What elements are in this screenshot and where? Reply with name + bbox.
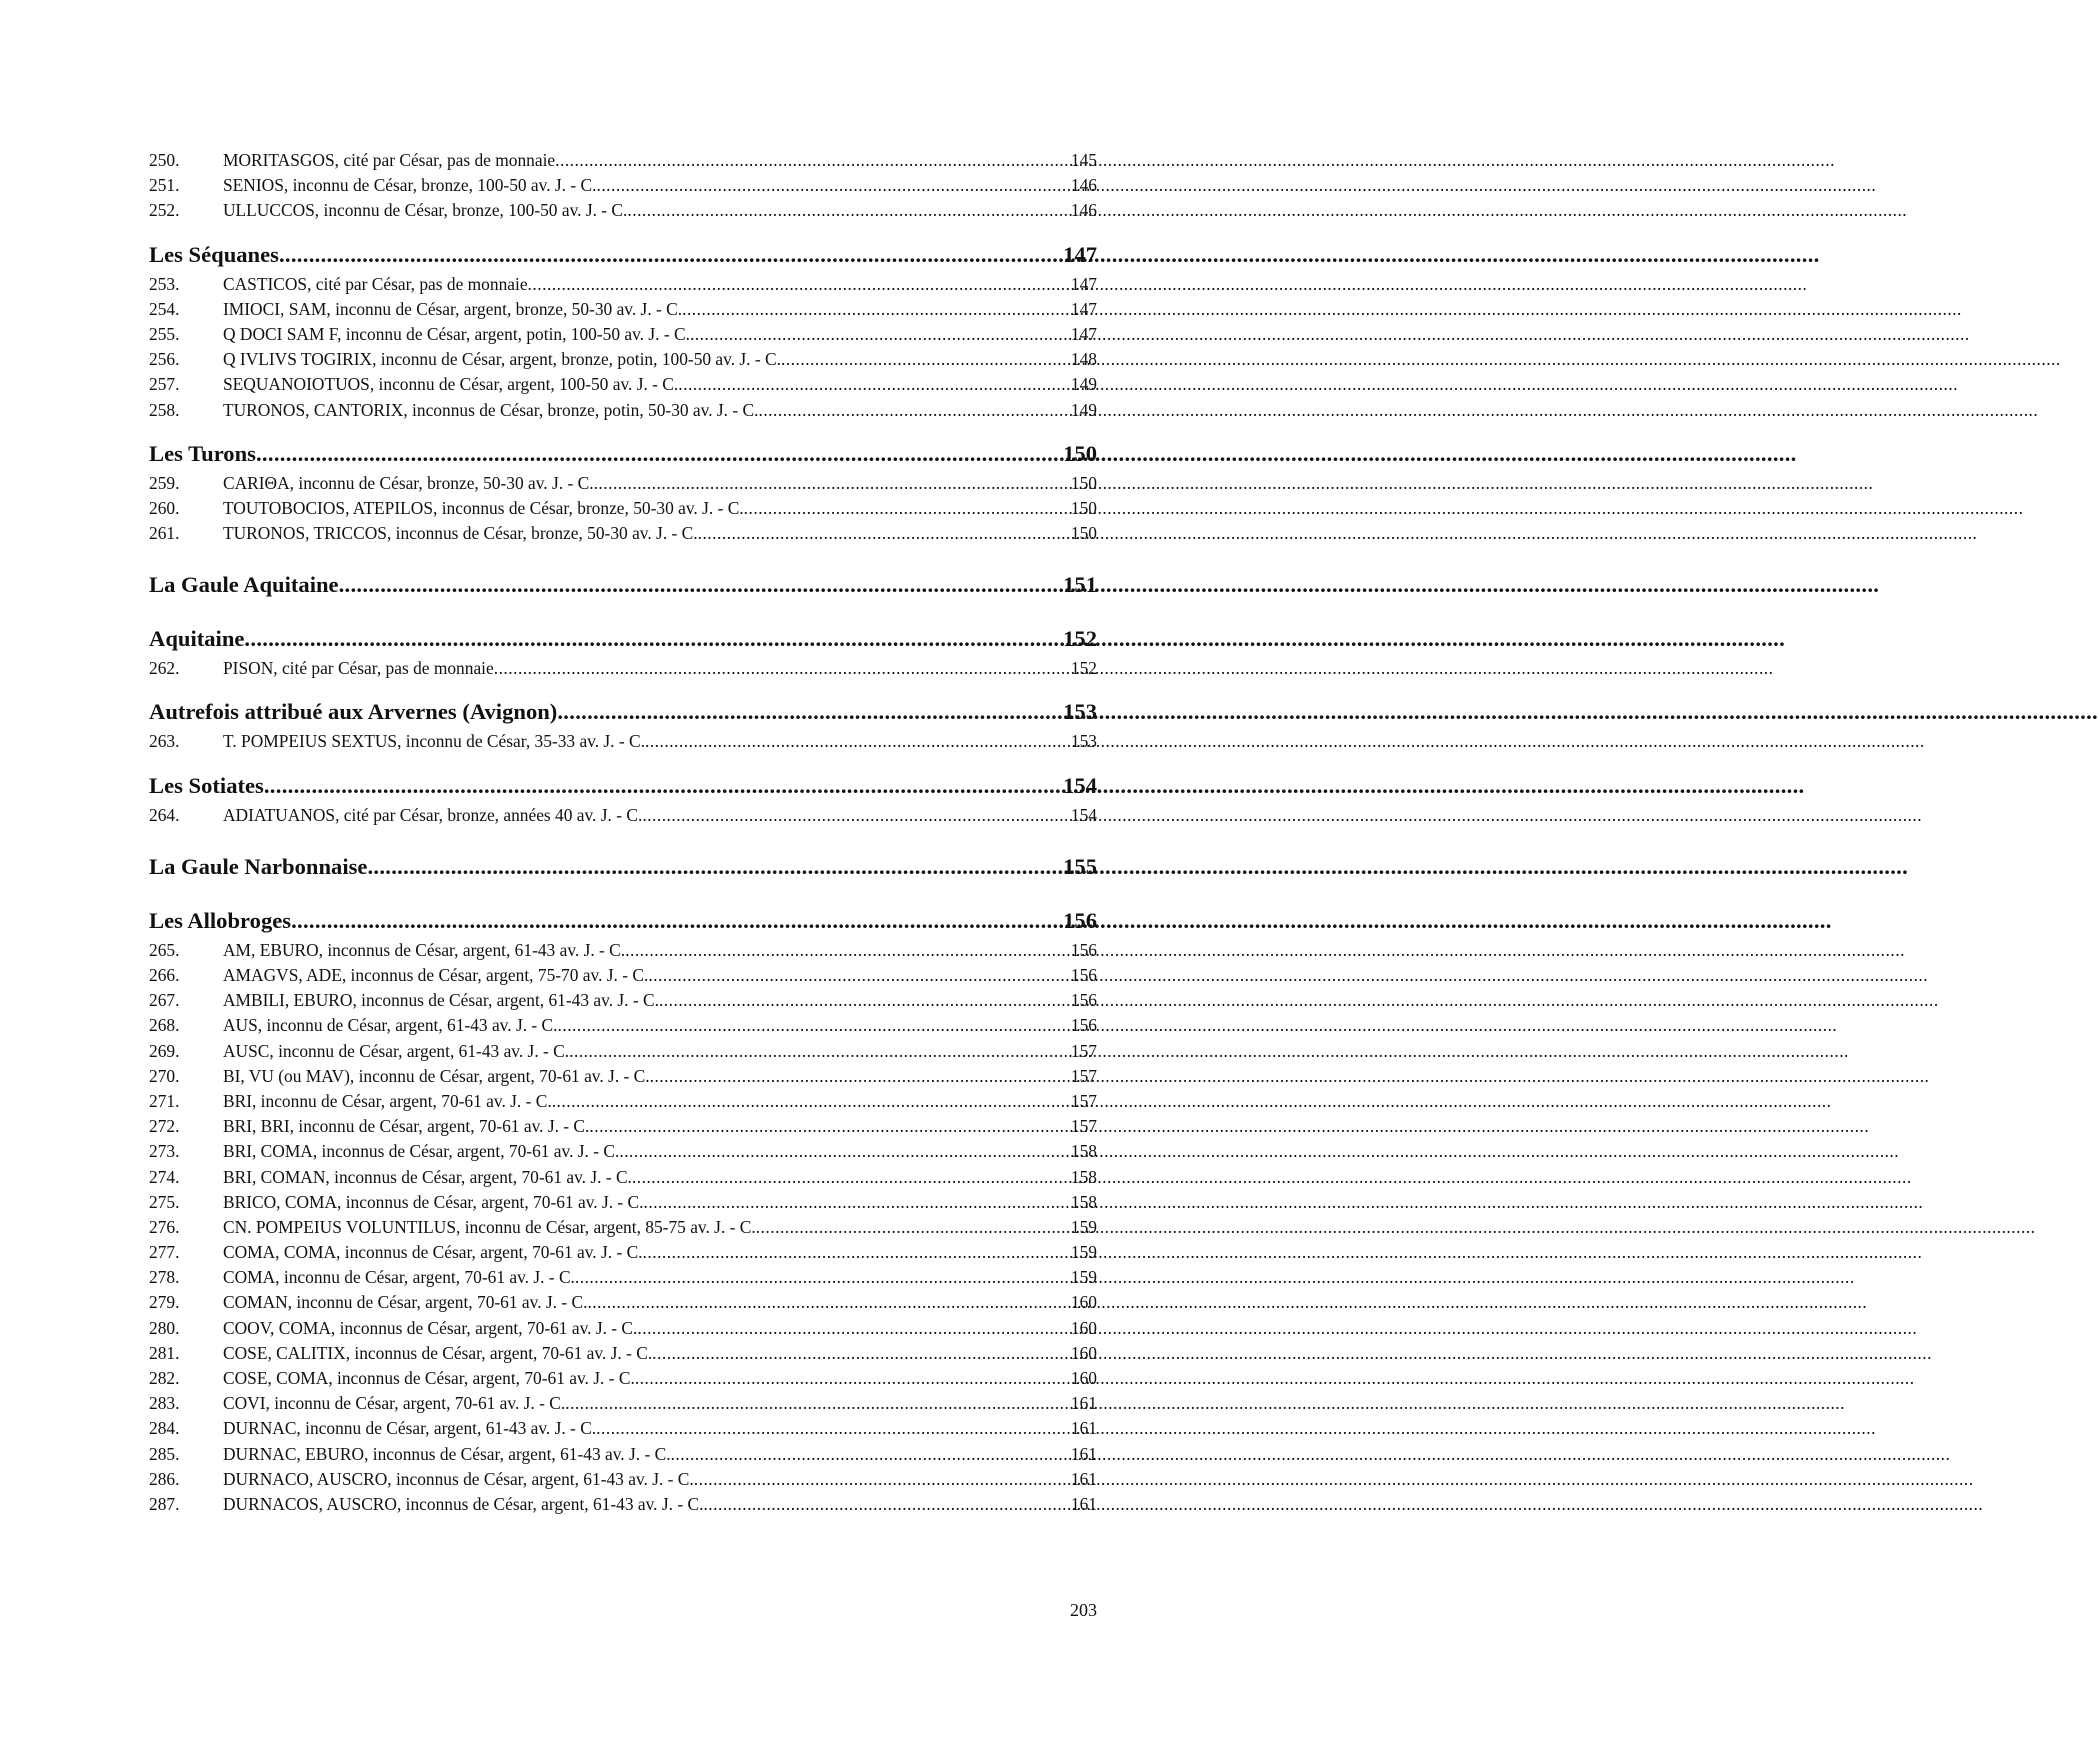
toc-entry-title: AUS, inconnu de César, argent, 61-43 av. J. - C. [223,1015,558,1036]
toc-entry-number: 269. [149,1040,180,1061]
toc-entry-number: 252. [149,200,180,221]
toc-page-ref: 149 [1070,399,1097,420]
toc-entry [149,1064,1097,1089]
toc-page-ref: 156 [1063,907,1097,933]
toc-entry [149,1265,1097,1290]
toc-entry-title: COOV, COMA, inconnus de César, argent, 70-61 av. J. - C. [223,1317,638,1338]
dot-leader [552,1089,1068,1114]
toc-entry-number: 273. [149,1141,180,1162]
toc-entry-number: 272. [149,1116,180,1137]
toc-page-ref: 153 [1070,731,1097,752]
toc-entry [149,1442,1097,1467]
toc-entry-number: 255. [149,323,180,344]
toc-entry [149,1139,1097,1164]
toc-page-ref: 157 [1070,1065,1097,1086]
dot-leader [569,1039,1068,1064]
toc-entry-title: COMAN, inconnu de César, argent, 70-61 av. J. - C. [223,1292,588,1313]
toc-entry-number: 271. [149,1090,180,1111]
toc-page-ref: 156 [1070,965,1097,985]
dot-leader [690,322,1068,347]
toc-entry-title: ADIATUANOS, cité par César, bronze, années 40 av. J. - C. [223,804,643,825]
dot-leader [650,1064,1068,1089]
toc-entry-number: 282. [149,1368,180,1388]
toc-entry-title: SENIOS, inconnu de César, bronze, 100-50 av. J. - C. [223,175,597,196]
toc-entry-number: 256. [149,349,180,370]
toc-page-ref: 147 [1070,323,1097,344]
toc-entry-title: AMBILI, EBURO, inconnus de César, argent, 61-43 av. J. - C. [223,990,659,1011]
toc-entry-number: 281. [149,1342,180,1363]
toc-page-ref: 157 [1070,1040,1097,1061]
dot-leader [635,1366,1068,1391]
toc-section-title: Aquitaine [149,626,245,652]
toc-section-title: Les Turons [149,440,256,466]
toc-entry-number: 253. [149,273,180,294]
toc-entry-number: 275. [149,1191,180,1212]
toc-section-heading [149,238,1097,272]
toc-page-ref: 147 [1063,241,1097,267]
toc-entry-number: 270. [149,1065,180,1086]
toc-page-ref: 161 [1070,1393,1097,1414]
toc-page-ref: 147 [1070,273,1097,294]
toc-entry-number: 268. [149,1015,180,1036]
toc-entry-number: 266. [149,965,180,985]
toc-entry-number: 251. [149,175,180,196]
dot-leader [682,297,1068,322]
toc-entry-title: BRI, COMA, inconnus de César, argent, 70-61 av. J. - C. [223,1141,620,1162]
toc-entry [149,1366,1097,1391]
toc-page-ref: 159 [1070,1216,1097,1237]
toc-page-ref: 158 [1070,1191,1097,1212]
toc-page-ref: 160 [1070,1317,1097,1338]
toc-entry [149,938,1097,963]
toc-entry [149,198,1097,223]
toc-entry-title: COSE, COMA, inconnus de César, argent, 70-61 av. J. - C. [223,1368,635,1388]
toc-section-heading [149,904,1097,938]
toc-page-ref: 157 [1070,1116,1097,1137]
toc-page-ref: 147 [1070,298,1097,319]
toc-entry [149,173,1097,198]
toc-entry-title: AM, EBURO, inconnus de César, argent, 61-43 av. J. - C. [223,939,626,960]
toc-page-ref: 161 [1070,1443,1097,1464]
dot-leader [627,198,1068,223]
toc-entry-number: 280. [149,1317,180,1338]
toc-section-title: La Gaule Aquitaine [149,572,339,598]
toc-entry [149,988,1097,1013]
toc-entry-title: Q DOCI SAM F, inconnu de César, argent, potin, 100-50 av. J. - C. [223,323,690,344]
toc-entry-title: IMIOCI, SAM, inconnu de César, argent, bronze, 50-30 av. J. - C. [223,298,683,319]
toc-entry [149,398,1097,423]
dot-leader [339,568,1061,602]
toc-entry [149,1013,1097,1038]
dot-leader [694,1467,1068,1492]
toc-page-ref: 160 [1070,1342,1097,1363]
toc-entry [149,1240,1097,1265]
toc-entry [149,372,1097,397]
toc-page-ref: 159 [1070,1242,1097,1263]
toc-entry-number: 283. [149,1393,180,1414]
toc-entry-title: DURNAC, inconnu de César, argent, 61-43 av. J. - C. [223,1418,597,1439]
toc-page-ref: 160 [1070,1292,1097,1313]
toc-section-heading [149,622,1097,656]
toc-entry [149,1391,1097,1416]
toc-entry [149,272,1097,297]
toc-section-title: Les Séquanes [149,241,279,267]
dot-leader [632,1165,1068,1190]
toc-entry [149,963,1097,988]
toc-page-ref: 158 [1070,1166,1097,1187]
toc-entry-number: 286. [149,1468,180,1489]
toc-section-heading [149,568,1097,602]
toc-entry [149,1089,1097,1114]
toc-entry-title: SEQUANOIOTUOS, inconnu de César, argent, 100-50 av. J. - C. [223,374,679,395]
toc-entry [149,1190,1097,1215]
toc-entry-title: TURONOS, TRICCOS, inconnus de César, bronze, 50-30 av. J. - C. [223,523,698,544]
dot-leader [565,1391,1068,1416]
toc-entry [149,1492,1097,1517]
toc-section-title: Les Sotiates [149,772,264,798]
toc-entry-title: ULLUCCOS, inconnu de César, bronze, 100-50 av. J. - C. [223,200,628,221]
dot-leader [652,1341,1068,1366]
toc-page-ref: 149 [1070,374,1097,395]
dot-leader [589,1114,1068,1139]
toc-section-title: La Gaule Narbonnaise [149,853,368,879]
dot-leader [758,398,1067,423]
toc-entry [149,1316,1097,1341]
toc-entry-number: 257. [149,374,180,395]
toc-entry-number: 267. [149,990,180,1011]
toc-entry-title: COSE, CALITIX, inconnus de César, argent, 70-61 av. J. - C. [223,1342,653,1363]
toc-page-ref: 146 [1070,175,1097,196]
toc-entry-title: BRICO, COMA, inconnus de César, argent, 70-61 av. J. - C. [223,1191,644,1212]
dot-leader [367,850,1060,884]
toc-entry [149,347,1097,372]
dot-leader [594,471,1068,496]
dot-leader [291,904,1060,938]
dot-leader [528,272,1068,297]
toc-page-ref: 154 [1070,804,1097,825]
toc-entry-number: 284. [149,1418,180,1439]
toc-entry-title: Q IVLIVS TOGIRIX, inconnu de César, argent, bronze, potin, 100-50 av. J. - C. [223,349,781,370]
toc-entry-title: PISON, cité par César, pas de monnaie [223,658,494,679]
toc-entry-title: DURNAC, EBURO, inconnus de César, argent, 61-43 av. J. - C. [223,1443,671,1464]
table-of-contents [149,148,1097,1517]
toc-page-ref: 156 [1070,990,1097,1011]
dot-leader [575,1265,1068,1290]
toc-entry-number: 259. [149,472,180,493]
toc-entry [149,1114,1097,1139]
toc-entry [149,729,1097,754]
dot-leader [648,963,1068,988]
dot-leader [678,372,1068,397]
toc-entry [149,1165,1097,1190]
dot-leader [703,1492,1067,1517]
toc-entry-title: DURNACOS, AUSCRO, inconnus de César, argent, 61-43 av. J. - C. [223,1493,704,1514]
dot-leader [619,1139,1068,1164]
toc-entry-title: COMA, inconnu de César, argent, 70-61 av. J. - C. [223,1267,575,1288]
toc-section-title: Autrefois attribué aux Arvernes (Avignon) [149,699,558,725]
toc-page-ref: 159 [1070,1267,1097,1288]
dot-leader [244,622,1060,656]
toc-entry [149,496,1097,521]
toc-entry [149,1039,1097,1064]
toc-page-ref: 161 [1070,1418,1097,1439]
toc-entry-title: MORITASGOS, cité par César, pas de monnaie [223,150,556,170]
toc-section-heading [149,437,1097,471]
toc-page-ref: 158 [1070,1141,1097,1162]
dot-leader [744,496,1068,521]
toc-page-ref: 145 [1070,150,1097,170]
toc-page-ref: 161 [1070,1493,1097,1514]
toc-page-ref: 146 [1070,200,1097,221]
toc-entry-number: 279. [149,1292,180,1313]
toc-entry-number: 262. [149,658,180,679]
toc-page-ref: 150 [1070,497,1097,518]
toc-entry-title: AUSC, inconnu de César, argent, 61-43 av. J. - C. [223,1040,570,1061]
toc-entry [149,1467,1097,1492]
dot-leader [596,1416,1068,1441]
toc-entry [149,471,1097,496]
toc-entry-title: BRI, BRI, inconnu de César, argent, 70-61 av. J. - C. [223,1116,590,1137]
toc-page-ref: 152 [1070,658,1097,679]
toc-entry [149,322,1097,347]
toc-entry-title: TURONOS, CANTORIX, inconnus de César, bronze, potin, 50-30 av. J. - C. [223,399,759,420]
toc-entry-number: 276. [149,1216,180,1237]
toc-entry [149,521,1097,546]
dot-leader [555,148,1068,173]
dot-leader [494,656,1068,681]
dot-leader [643,1240,1068,1265]
dot-leader [698,521,1068,546]
toc-entry-number: 274. [149,1166,180,1187]
dot-leader [279,238,1060,272]
toc-entry-number: 265. [149,939,180,960]
dot-leader [637,1316,1068,1341]
toc-entry [149,1416,1097,1441]
toc-entry-title: CARIΘA, inconnu de César, bronze, 50-30 av. J. - C. [223,472,594,493]
dot-leader [596,173,1067,198]
toc-entry-number: 285. [149,1443,180,1464]
toc-page-ref: 160 [1070,1368,1097,1388]
toc-page-ref: 150 [1063,440,1097,466]
toc-entry-number: 260. [149,497,180,518]
toc-page-ref: 155 [1063,853,1097,879]
toc-entry [149,1215,1097,1240]
dot-leader [256,437,1060,471]
dot-leader [587,1290,1067,1315]
toc-page-ref: 161 [1070,1468,1097,1489]
toc-page-ref: 151 [1063,572,1097,598]
toc-entry-title: AMAGVS, ADE, inconnus de César, argent, 75-70 av. J. - C. [223,965,649,985]
dot-leader [625,938,1068,963]
toc-entry-title: T. POMPEIUS SEXTUS, inconnu de César, 35-33 av. J. - C. [223,731,645,752]
toc-entry [149,297,1097,322]
toc-entry-number: 258. [149,399,180,420]
toc-entry-title: BI, VU (ou MAV), inconnu de César, argent, 70-61 av. J. - C. [223,1065,650,1086]
toc-entry-title: CN. POMPEIUS VOLUNTILUS, inconnu de César, argent, 85-75 av. J. - C. [223,1216,756,1237]
toc-page-ref: 150 [1070,523,1097,544]
toc-entry-number: 261. [149,523,180,544]
toc-entry-title: BRI, COMAN, inconnus de César, argent, 70-61 av. J. - C. [223,1166,632,1187]
toc-page-ref: 152 [1063,626,1097,652]
toc-entry-number: 287. [149,1493,180,1514]
toc-page-ref: 157 [1070,1090,1097,1111]
toc-section-heading [149,695,1097,729]
toc-entry-title: COMA, COMA, inconnus de César, argent, 70-61 av. J. - C. [223,1242,643,1263]
dot-leader [645,729,1068,754]
toc-entry-number: 254. [149,298,180,319]
toc-page-ref: 156 [1070,939,1097,960]
dot-leader [781,347,1068,372]
toc-page-ref: 153 [1063,699,1097,725]
toc-entry-title: TOUTOBOCIOS, ATEPILOS, inconnus de César, bronze, 50-30 av. J. - C. [223,497,744,518]
toc-entry-title: COVI, inconnu de César, argent, 70-61 av. J. - C. [223,1393,566,1414]
toc-entry-number: 264. [149,804,180,825]
toc-entry [149,656,1097,681]
dot-leader [756,1215,1068,1240]
toc-page-ref: 154 [1063,772,1097,798]
dot-leader [642,803,1068,828]
toc-entry-title: BRI, inconnu de César, argent, 70-61 av. J. - C. [223,1090,552,1111]
toc-entry [149,803,1097,828]
dot-leader [671,1442,1068,1467]
toc-entry-title: CASTICOS, cité par César, pas de monnaie [223,273,528,294]
toc-entry-number: 277. [149,1242,180,1263]
page-number: 203 [1070,1600,1097,1620]
dot-leader [659,988,1068,1013]
toc-entry-title: DURNACO, AUSCRO, inconnus de César, argent, 61-43 av. J. - C. [223,1468,694,1489]
toc-page-ref: 156 [1070,1015,1097,1036]
toc-page-ref: 148 [1070,349,1097,370]
dot-leader [644,1190,1068,1215]
toc-entry-number: 263. [149,731,180,752]
toc-page-ref: 150 [1070,472,1097,493]
toc-entry [149,1341,1097,1366]
dot-leader [557,695,1060,729]
toc-section-heading [149,769,1097,803]
toc-entry-number: 250. [149,150,180,170]
toc-section-title: Les Allobroges [149,907,292,933]
toc-entry [149,148,1097,173]
toc-section-heading [149,850,1097,884]
dot-leader [558,1013,1068,1038]
dot-leader [264,769,1060,803]
toc-entry-number: 278. [149,1267,180,1288]
toc-entry [149,1290,1097,1315]
